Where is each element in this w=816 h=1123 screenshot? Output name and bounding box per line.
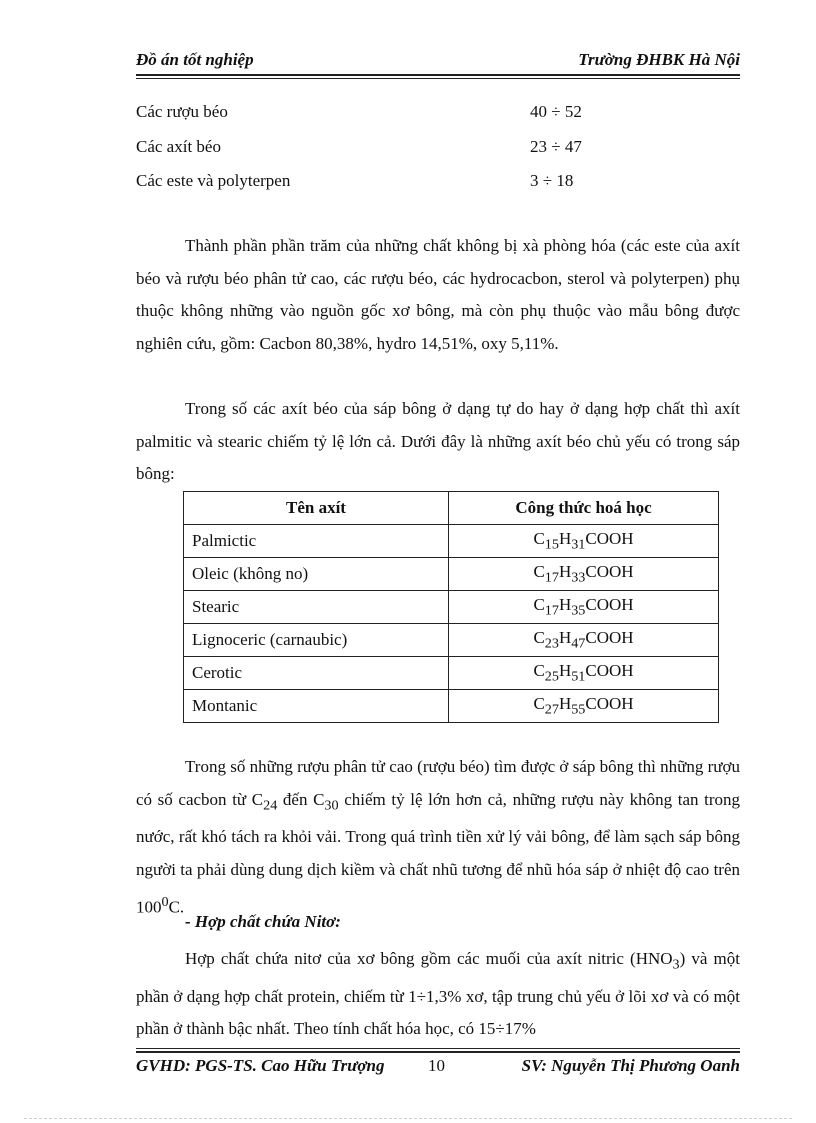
acid-formula: $C_{27}H_{55}COOH$ [449,690,719,723]
footer-rule [136,1048,740,1049]
fatty-acid-table [183,491,719,723]
header-left: Đồ án tốt nghiệp [136,50,254,69]
acid-name: Palmictic [184,525,449,558]
acid-formula: $C_{23}H_{47}COOH$ [449,624,719,657]
paragraph-fatty-alcohols: Trong số những rượu phân tử cao (rượu béo) tìm được ở sáp bông thì những rượu có số cacbon từ $C_{24}$ đến $C_{30}$ chiếm tỷ lệ lớn hơn cả, những rượu này không tan trong nước, rất khó tách ra khỏi vải. Trong quá trình tiền xử lý vải bông, để làm sạch sáp bông người ta phải dùng dung dịch kiềm và chất nhũ tương để nhũ hóa sáp ở nhiệt độ cao trên $100^0C$. [136,757,741,918]
acid-formula: $C_{25}H_{51}COOH$ [449,657,719,690]
table-row [184,657,719,690]
composition-value: 3 ÷ 18 [530,171,574,190]
acid-name: Stearic [184,591,449,624]
table-row [184,591,719,624]
paragraph-unsaponifiable: Thành phần phần trăm của những chất không bị xà phòng hóa (các este của axít béo và rượu béo phân tử cao, các rượu béo, các hydrocacbon, sterol và polyterpen) phụ thuộc không những vào nguồn gốc xơ bông, mà còn phụ thuộc vào mẫu bông được nghiên cứu, gồm: Cacbon 80,38%, hydro 14,51%, oxy 5,11%. [136,236,740,353]
composition-label: Các este và polyterpen [136,171,291,190]
footer-supervisor: GVHD: PGS-TS. Cao Hữu Trượng [136,1056,385,1075]
composition-row [136,137,582,157]
acid-name: Cerotic [184,657,449,690]
page-footer [136,1056,740,1076]
acid-name: Montanic [184,690,449,723]
header-right: Trường ĐHBK Hà Nội [578,50,740,69]
footer-rule [136,1051,740,1053]
table-header-row [184,492,719,525]
column-header: Công thức hoá học [449,492,719,525]
composition-label: Các rượu béo [136,102,228,121]
table-row [184,525,719,558]
table-row [184,690,719,723]
composition-row [136,102,582,122]
page-header [136,50,740,70]
footer-student: SV: Nguyễn Thị Phương Oanh [521,1056,740,1075]
header-rule [136,78,740,79]
acid-formula: $C_{17}H_{35}COOH$ [449,591,719,624]
acid-formula: $C_{15}H_{31}COOH$ [449,525,719,558]
header-rule [136,74,740,76]
composition-value: 40 ÷ 52 [530,102,582,121]
table-row [184,624,719,657]
composition-value: 23 ÷ 47 [530,137,582,156]
page-number: 10 [428,1056,445,1075]
acid-formula: $C_{17}H_{33}COOH$ [449,558,719,591]
paragraph-nitrogen: Hợp chất chứa nitơ của xơ bông gồm các muối của axít nitric $(HNO_3)$ và một phần ở dạng hợp chất protein, chiếm từ 1÷1,3% xơ, tập trung chủ yếu ở lõi xơ và có một phần ở thành bậc nhất. Theo tính chất hóa học, có 15÷17% [136,949,740,1039]
section-heading-nitrogen: - Hợp chất chứa Nitơ: [185,912,341,931]
paragraph-fatty-acids: Trong số các axít béo của sáp bông ở dạng tự do hay ở dạng hợp chất thì axít palmitic và stearic chiếm tỷ lệ lớn cả. Dưới đây là những axít béo chủ yếu có trong sáp bông: [136,399,740,483]
acid-name: Oleic (không no) [184,558,449,591]
composition-row [136,171,574,191]
composition-label: Các axít béo [136,137,221,156]
acid-name: Lignoceric (carnaubic) [184,624,449,657]
column-header: Tên axít [184,492,449,525]
page-break-line [24,1118,792,1119]
table-row [184,558,719,591]
